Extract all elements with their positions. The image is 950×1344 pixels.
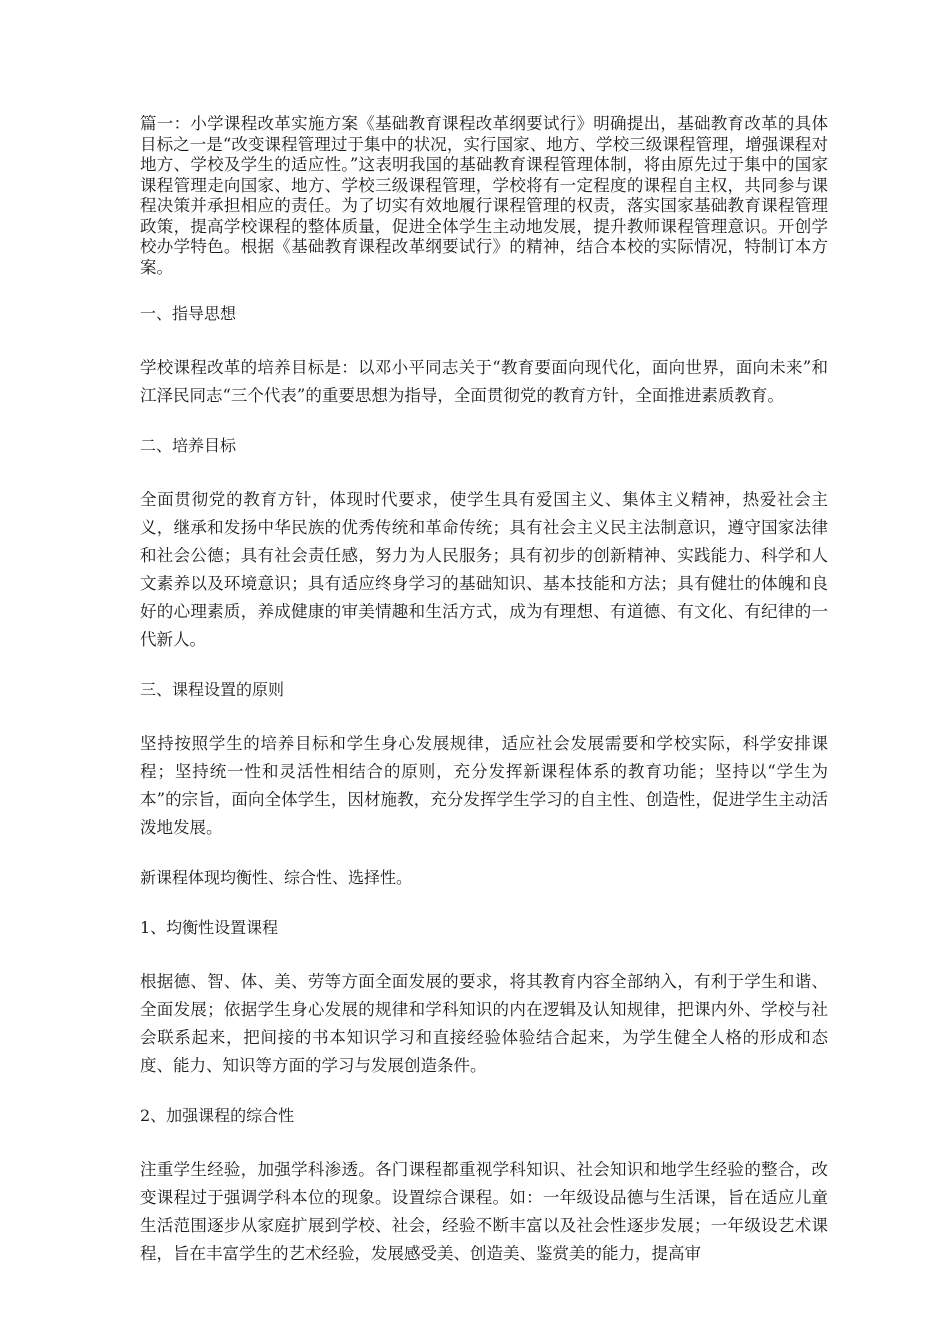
section-heading-training-goals: 二、培养目标 <box>140 436 237 455</box>
section-heading-guiding-thought: 一、指导思想 <box>140 304 237 323</box>
document-page <box>140 114 828 1294</box>
section-paragraph-training-goals: 全面贯彻党的教育方针，体现时代要求，使学生具有爱国主义、集体主义精神，热爱社会主义，继承和发扬中华民族的优秀传统和革命传统；具有社会主义民主法制意识，遵守国家法律和社会公德；具有社会责任感，努力为人民服务；具有初步的创新精神、实践能力、科学和人文素养以及环境意识；具有适应终身学习的基础知识、基本技能和方法；具有健壮的体魄和良好的心理素质，养成健康的审美情趣和生活方式，成为有理想、有道德、有文化、有纪律的一代新人。 <box>140 490 828 649</box>
subsection-paragraph-balance: 根据德、智、体、美、劳等方面全面发展的要求，将其教育内容全部纳入，有利于学生和谐、全面发展；依据学生身心发展的规律和学科知识的内在逻辑及认知规律，把课内外、学校与社会联系起来，把间接的书本知识学习和直接经验体验结合起来，为学生健全人格的形成和态度、能力、知识等方面的学习与发展创造条件。 <box>140 972 828 1075</box>
section-paragraph-guiding-thought: 学校课程改革的培养目标是：以邓小平同志关于“教育要面向现代化，面向世界，面向未来”和江泽民同志“三个代表”的重要思想为指导，全面贯彻党的教育方针，全面推进素质教育。 <box>140 358 828 405</box>
intro-paragraph: 篇一：小学课程改革实施方案《基础教育课程改革纲要试行》明确提出，基础教育改革的具体目标之一是“改变课程管理过于集中的状况，实行国家、地方、学校三级课程管理，增强课程对地方、学校及学生的适应性。”这表明我国的基础教育课程管理体制，将由原先过于集中的国家课程管理走向国家、地方、学校三级课程管理，学校将有一定程度的课程自主权，共同参与课程决策并承担相应的责任。为了切实有效地履行课程管理的权责，落实国家基础教育课程管理政策，提高学校课程的整体质量，促进全体学生主动地发展，提升教师课程管理意识。开创学校办学特色。根据《基础教育课程改革纲要试行》的精神，结合本校的实际情况，特制订本方案。 <box>140 114 828 277</box>
subsection-paragraph-comprehensive: 注重学生经验，加强学科渗透。各门课程都重视学科知识、社会知识和地学生经验的整合，改变课程过于强调学科本位的现象。设置综合课程。如：一年级设品德与生活课，旨在适应儿童生活范围逐步从家庭扩展到学校、社会，经验不断丰富以及社会性逐步发展；一年级设艺术课程，旨在丰富学生的艺术经验，发展感受美、创造美、鉴赏美的能力，提高审 <box>140 1160 828 1263</box>
subsection-heading-comprehensive: 2、加强课程的综合性 <box>140 1106 295 1125</box>
subsection-heading-balance: 1、均衡性设置课程 <box>140 918 279 937</box>
section-heading-course-principles: 三、课程设置的原则 <box>140 680 285 699</box>
section-paragraph-course-principles: 坚持按照学生的培养目标和学生身心发展规律，适应社会发展需要和学校实际，科学安排课程；坚持统一性和灵活性相结合的原则，充分发挥新课程体系的教育功能；坚持以“学生为本”的宗旨，面向全体学生，因材施教，充分发挥学生学习的自主性、创造性，促进学生主动活泼地发展。 <box>140 734 828 837</box>
section-note-course-features: 新课程体现均衡性、综合性、选择性。 <box>140 868 413 887</box>
